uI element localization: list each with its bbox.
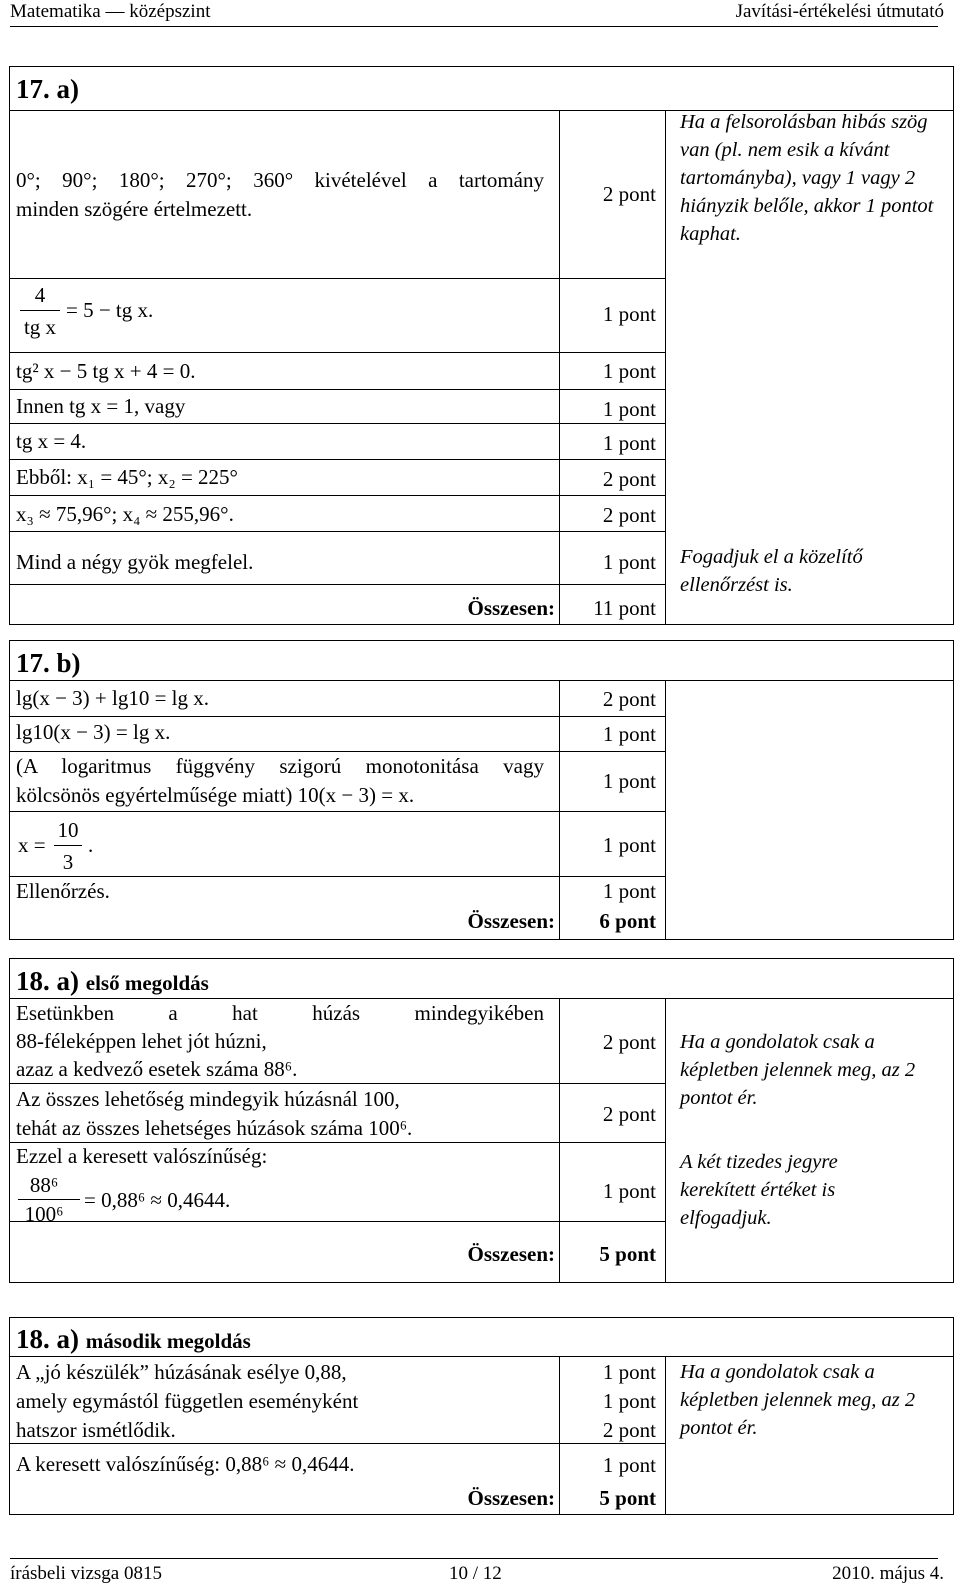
s17a-row5-points: 1 pont <box>602 431 656 455</box>
section-17b-title: 17. b) <box>16 648 81 678</box>
s17a-row4: Innen tg x = 1, vagy <box>16 394 186 418</box>
s17b-row3-line1: (A logaritmus függvény szigorú monotonitása vagy <box>16 754 544 778</box>
s17a-row8-points: 1 pont <box>602 550 656 574</box>
s17b-row4-numerator: 10 <box>57 818 79 842</box>
s18a1-row2-points: 2 pont <box>602 1102 656 1126</box>
s18a2-row1-points: 1 pont <box>602 1360 656 1384</box>
footer-rule <box>10 1558 938 1559</box>
page-header <box>0 0 960 24</box>
s17b-row1: lg(x − 3) + lg10 = lg x. <box>16 686 210 710</box>
s18a1-sum-points: 5 pont <box>599 1242 656 1266</box>
s17b-row3-line2: kölcsönös egyértelműsége miatt) 10(x − 3) = x. <box>16 783 415 807</box>
s17b-row3-points: 1 pont <box>602 769 656 793</box>
s17a-row3-points: 1 pont <box>602 359 656 383</box>
s17a-row6: Ebből: x₁ = 45°; x₂ = 225° <box>16 465 238 489</box>
s17a-row1-line1: 0°; 90°; 180°; 270°; 360° kivételével a tartomány <box>16 168 544 192</box>
s18a2-sum-label: Összesen: <box>467 1486 555 1510</box>
s17a-row2-fraction-bar <box>20 310 60 311</box>
s17b-sum-label: Összesen: <box>467 909 555 933</box>
s17a-row1-line2: minden szögére értelmezett. <box>16 197 253 221</box>
section-18a1-subtitle: első megoldás <box>85 971 209 995</box>
s17a-row8-note: Fogadjuk el a közelítő ellenőrzést is. <box>680 546 863 596</box>
footer-date: 2010. május 4. <box>832 1563 944 1584</box>
s18a2-row4-points: 1 pont <box>602 1453 656 1477</box>
header-doc-title: Javítási-értékelési útmutató <box>735 1 944 22</box>
s17a-row2-numerator: 4 <box>34 283 46 307</box>
s18a2-row2: amely egymástól független eseményként <box>16 1389 359 1413</box>
s18a1-row4-denominator: 100⁶ <box>24 1202 64 1226</box>
s17a-row7-points: 2 pont <box>602 503 656 527</box>
s17a-row2-rhs: = 5 − tg x. <box>66 298 154 322</box>
s18a1-row1-points: 2 pont <box>602 1030 656 1054</box>
footer-page-number: 10 / 12 <box>449 1563 502 1584</box>
s18a1-row1-line3: azaz a kedvező esetek száma 88⁶. <box>16 1057 298 1081</box>
s18a2-note: Ha a gondolatok csak a képletben jelennek meg, az 2 pontot ér. <box>680 1361 916 1439</box>
s18a2-row1: A „jó készülék” húzásának esélye 0,88, <box>16 1360 347 1384</box>
s18a1-row4-fraction-bar <box>18 1199 80 1200</box>
s17a-row1-note: Ha a felsorolásban hibás szög van (pl. nem esik a kívánt tartományba), vagy 1 vagy 2 hiányzik belőle, akkor 1 pontot kaphat. <box>680 111 934 245</box>
section-18a1-title <box>16 966 209 998</box>
section-17a-title: 17. a) <box>16 74 79 104</box>
s18a1-row1-line1: Esetünkben a hat húzás mindegyikében <box>16 1001 544 1025</box>
section-18a2-subtitle: második megoldás <box>85 1329 251 1353</box>
s17b-row5: Ellenőrzés. <box>16 879 110 903</box>
header-rule <box>10 26 938 27</box>
s18a1-note1: Ha a gondolatok csak a képletben jelennek meg, az 2 pontot ér. <box>680 1031 916 1109</box>
s17a-row2-points: 1 pont <box>602 302 656 326</box>
s17b-row4-fraction-bar <box>54 845 82 846</box>
s17b-row2: lg10(x − 3) = lg x. <box>16 720 171 744</box>
s18a1-row3: Ezzel a keresett valószínűség: <box>16 1144 268 1168</box>
s17b-sum-points: 6 pont <box>599 909 656 933</box>
s17a-sum-label: Összesen: <box>467 596 555 620</box>
s18a1-row1-line2: 88-féleképpen lehet jót húzni, <box>16 1029 267 1053</box>
s17b-row1-points: 2 pont <box>602 687 656 711</box>
s17b-row5-points: 1 pont <box>602 879 656 903</box>
s17b-row2-points: 1 pont <box>602 722 656 746</box>
s17b-row4-period: . <box>88 833 94 857</box>
footer-exam-code: írásbeli vizsga 0815 <box>10 1563 162 1584</box>
s17a-row2-denominator: tg x <box>23 315 57 339</box>
s17b-row4-denominator: 3 <box>62 850 74 874</box>
section-18a2-title <box>16 1324 251 1356</box>
s17a-row6-points: 2 pont <box>602 467 656 491</box>
section-18a2-number: 18. a) <box>16 1324 79 1354</box>
s18a2-row3: hatszor ismétlődik. <box>16 1418 176 1442</box>
s17b-row4-points: 1 pont <box>602 833 656 857</box>
header-subject: Matematika — középszint <box>10 1 211 22</box>
s18a1-note2: A két tizedes jegyre kerekített értéket is elfogadjuk. <box>680 1151 838 1229</box>
s17a-row3: tg² x − 5 tg x + 4 = 0. <box>16 359 196 383</box>
s18a1-sum-label: Összesen: <box>467 1242 555 1266</box>
s17a-row1-points: 2 pont <box>602 182 656 206</box>
section-18a1-number: 18. a) <box>16 966 79 996</box>
s18a1-row4-numerator: 88⁶ <box>29 1173 59 1197</box>
s18a2-row3-points: 2 pont <box>602 1418 656 1442</box>
s17a-sum-points: 11 pont <box>593 596 656 620</box>
s18a1-row4-points: 1 pont <box>602 1179 656 1203</box>
s18a1-row4-rhs: = 0,88⁶ ≈ 0,4644. <box>84 1188 231 1212</box>
s18a1-row2-line2: tehát az összes lehetséges húzások száma 100⁶. <box>16 1116 413 1140</box>
s17a-row7: x₃ ≈ 75,96°; x₄ ≈ 255,96°. <box>16 502 234 526</box>
s17a-row5: tg x = 4. <box>16 429 87 453</box>
s17a-row8: Mind a négy gyök megfelel. <box>16 550 254 574</box>
s18a1-row2-line1: Az összes lehetőség mindegyik húzásnál 100, <box>16 1087 400 1111</box>
s18a2-row4: A keresett valószínűség: 0,88⁶ ≈ 0,4644. <box>16 1452 355 1476</box>
s17a-row4-points: 1 pont <box>602 397 656 421</box>
s18a2-row2-points: 1 pont <box>602 1389 656 1413</box>
s18a2-sum-points: 5 pont <box>599 1486 656 1510</box>
s17b-row4-lhs: x = <box>18 833 46 857</box>
